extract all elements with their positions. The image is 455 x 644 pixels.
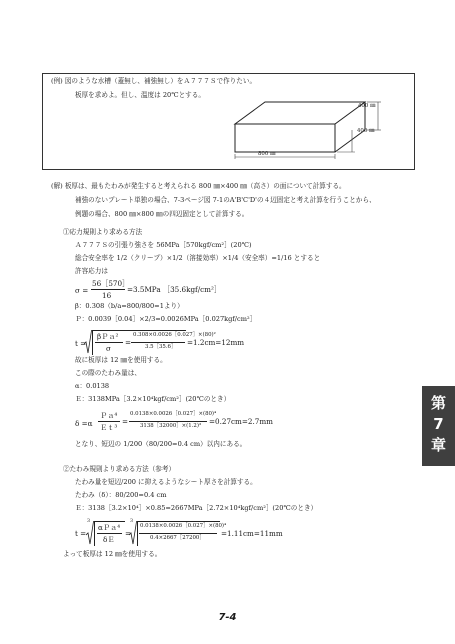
thickness2-inner-numerator: αＰａ⁴ [98, 523, 121, 532]
chapter-tab-line-3: 章 [430, 436, 446, 454]
thickness-fraction-bar [131, 342, 185, 343]
delta-result: =0.27cm=2.7mm [209, 417, 273, 426]
deflection-check-line: となり、短辺の 1/200（80/200=0.4 cm）以内にある。 [75, 440, 247, 448]
solution-line-3: 例題の場合、800 ㎜×800 ㎜の四辺固定として計算する。 [75, 210, 249, 218]
deflection-target-line: たわみ量を短辺/200 に抑えるようなシート厚さを計算する。 [75, 478, 257, 486]
delta-denominator: 3138［32000］×(1.2)³ [140, 423, 202, 429]
sigma-numerator: 56［570］ [92, 279, 130, 288]
thickness2-equals: = [125, 529, 132, 538]
deflection-intro-line: この際のたわみ量は、 [75, 369, 141, 377]
modulus-line: Ｅ：3138MPa［3.2×10⁴kgf/cm²］(20℃のとき） [75, 395, 231, 403]
delta-inner-numerator: Ｐａ⁴ [100, 411, 118, 420]
page-number: 7-4 [218, 612, 237, 623]
chapter-tab-line-2: 7 [433, 415, 444, 433]
chapter-tab-line-1: 第 [430, 394, 446, 412]
cube-root-sign-2 [129, 520, 137, 546]
tank-drawing [235, 102, 365, 152]
stress-method-heading: ①応力規則より求める方法 [63, 228, 143, 236]
depth-dimension-label: 400 ㎜ [357, 128, 375, 134]
thickness-denominator: 3.5［35.6］ [145, 344, 177, 350]
thickness2-symbol: t = [75, 529, 87, 538]
alpha-line: α：0.0138 [75, 382, 110, 390]
example-line-1: (例) 図のような水槽（蓋無し、補強無し）をＡ７７７Ｓで作りたい。 [51, 77, 257, 85]
tensile-strength-line: Ａ７７７Ｓの引張り強さを 56MPa［570kgf/cm²］(20℃) [75, 241, 252, 249]
thickness2-denominator: 0.4×2667［27200］ [150, 535, 205, 541]
thickness2-numerator: 0.0138×0.0026［0.027］×(80)⁴ [140, 523, 227, 529]
beta-line: β：0.308（b/a=800/800=1より） [75, 302, 184, 310]
thickness-inner-denominator: σ [106, 344, 111, 353]
cube-root-sign-1 [86, 520, 94, 546]
sigma-symbol: σ = [75, 286, 89, 295]
safety-factor-line: 総合安全率を 1/2（クリープ）×1/2（溶接効率）×1/4（安全率）=1/16 とすると [75, 254, 321, 262]
sqrt-sign [84, 329, 92, 355]
final-plate-line: よって板厚は 12 ㎜を使用する。 [63, 550, 162, 558]
thickness2-inner-bar [97, 533, 122, 534]
thickness-result: =1.2cm=12mm [187, 338, 245, 347]
delta-numerator: 0.0138×0.0026［0.027］×(80)⁴ [130, 411, 217, 417]
deflection-method-heading: ②たわみ規則より求める方法（参考） [63, 465, 176, 473]
delta-fraction-bar [129, 421, 207, 422]
solution-line-2: 補強のないプレート単独の場合、7-3ページ図 7-1のA'B'C'D'の４辺固定と考え計算を行うことから、 [75, 196, 376, 204]
delta-symbol: δ =α [75, 419, 93, 428]
thickness-equals: = [125, 338, 132, 347]
tank-figure [225, 82, 390, 164]
thickness2-inner-denominator: δＥ [103, 535, 115, 544]
delta-inner-bar [98, 421, 120, 422]
thickness2-fraction-bar [139, 533, 217, 534]
thickness-inner-numerator: βＰａ² [97, 332, 119, 341]
chapter-tab [422, 386, 455, 466]
reduced-modulus-line: Ｅ：3138［3.2×10⁴］×0.85=2667MPa［2.72×10⁴kgf/cm²］(20℃のとき） [75, 504, 318, 512]
thickness-numerator: 0.308×0.0026［0.027］×(80)² [133, 332, 216, 338]
delta-equals: = [122, 417, 129, 426]
delta-inner-denominator: Ｅｔ³ [100, 423, 118, 432]
pressure-line: Ｐ：0.0039［0.04］×2/3=0.0026MPa［0.027kgf/cm²］ [75, 315, 257, 323]
allowable-stress-line: 許容応力は [75, 267, 108, 275]
height-dimension-label: 400 ㎜ [358, 103, 376, 109]
deflection-value-line: たわみ（δ）：80/200=0.4 cm [75, 491, 167, 499]
thickness-symbol: t = [75, 339, 87, 348]
solution-line-1: (解) 板厚は、最もたわみが発生すると考えられる 800 ㎜×400 ㎜（高さ）の面について計算する。 [51, 182, 346, 190]
sigma-fraction-bar [91, 289, 125, 290]
thickness-inner-bar [95, 342, 123, 343]
thickness2-result: =1.11cm=11mm [221, 529, 283, 538]
sigma-result: =3.5MPa ［35.6kgf/cm²］ [127, 285, 222, 294]
cube-root-index-1: 3 [87, 519, 91, 524]
plate-choice-line: 故に板厚は 12 ㎜を使用する。 [75, 356, 167, 364]
width-dimension-label: 800 ㎜ [258, 151, 276, 157]
cube-root-index-2: 3 [130, 519, 134, 524]
example-line-2: 板厚を求めよ。但し、温度は 20℃とする。 [75, 91, 205, 99]
sigma-denominator: 16 [102, 291, 112, 300]
